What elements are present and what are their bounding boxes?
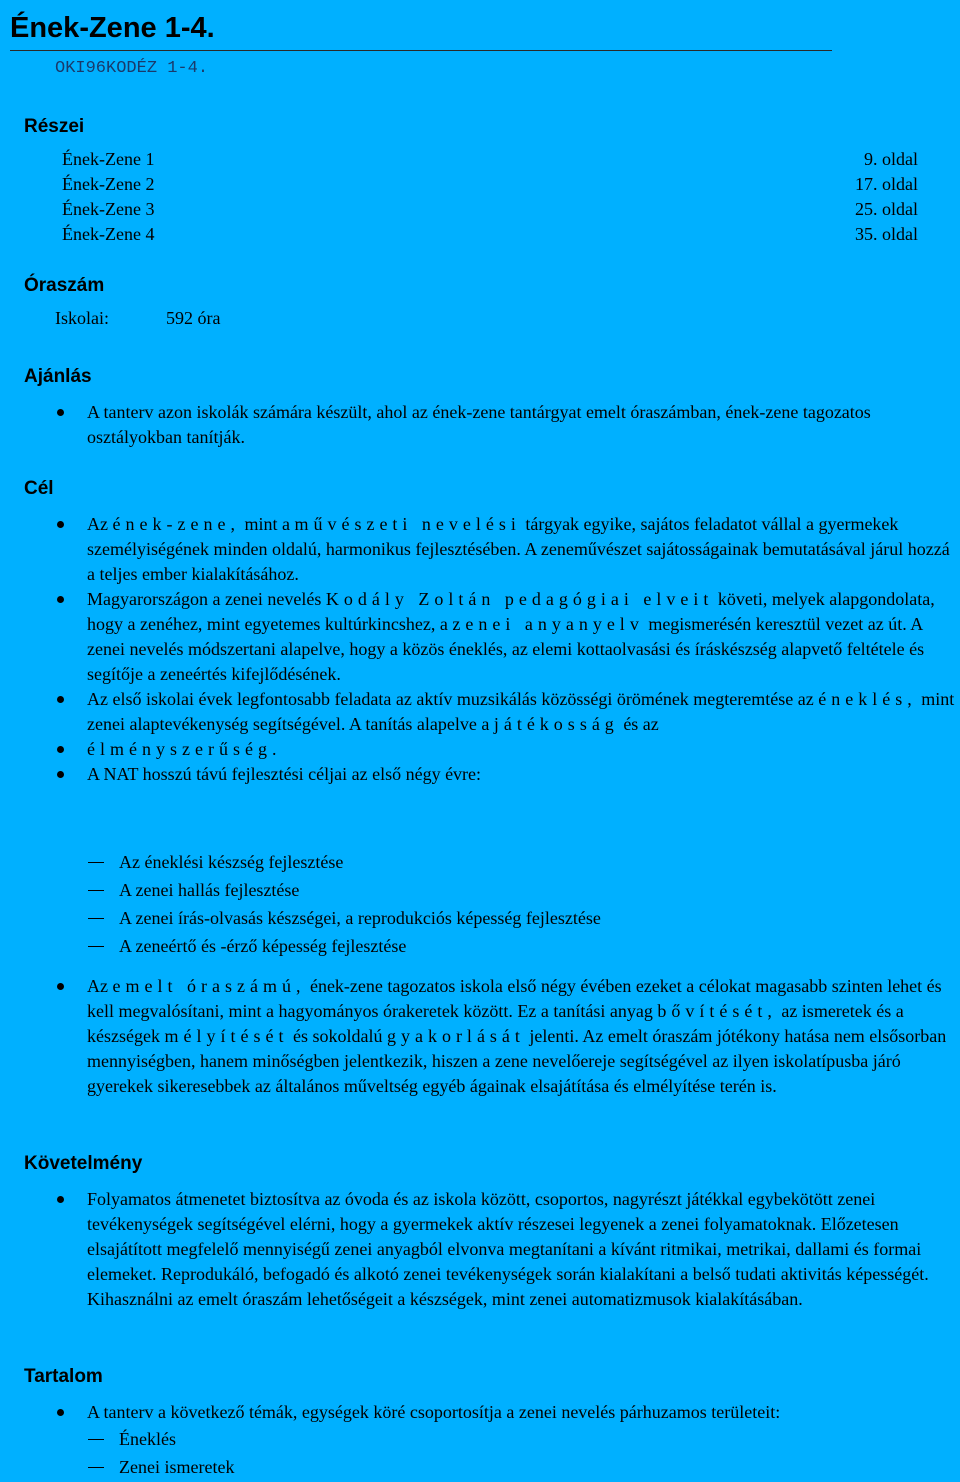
content-list (87, 1400, 957, 1425)
dash-item: A zenei hallás fejlesztése (119, 876, 601, 904)
title-underline (10, 50, 832, 51)
heading-requirement: Követelmény (24, 1153, 143, 1174)
text-run: Magyarországon a zenei nevelés (87, 589, 326, 609)
parts-list (62, 147, 918, 247)
text-run: és sokoldalú (288, 1026, 387, 1046)
part-page: 25. oldal (855, 199, 918, 219)
dash-item: Az éneklési készség fejlesztése (119, 848, 601, 876)
text-run: tárgyak egyike, sajátos feladatot vállal a gyermekek személyiségének minden oldalú, harmonikus fejlesztésében. A zeneművészet sajátosságainak bemutatásával járul hozzá a teljes ember kialakításához. (87, 514, 950, 584)
spaced-text: Kodály Zoltán pedagógiai elveit (325, 589, 714, 609)
spaced-text: élményszerűség. (87, 739, 282, 759)
hours-label: Iskolai: (55, 308, 109, 328)
text-run: mint zenei alaptevékenység segítségével. A tanítás alapelve a (87, 689, 955, 734)
spaced-text: mélyítését (164, 1026, 289, 1046)
text-run: Az (87, 976, 113, 996)
heading-goal: Cél (24, 478, 54, 499)
text-run: követi, melyek alapgondolata, hogy a zenéhez, mint egyetemes kultúrkincshez, a (87, 589, 935, 634)
dash-item: A zenei írás-olvasás készségei, a reprodukciós képesség fejlesztése (119, 904, 601, 932)
spaced-text: emelt óraszámú, (112, 976, 306, 996)
spaced-text: bővítését, (657, 1001, 777, 1021)
hours-value: 592 óra (166, 308, 221, 328)
list-item (87, 512, 957, 587)
spaced-text: művészeti nevelési (294, 514, 521, 534)
part-name: Ének-Zene 1 (62, 149, 155, 169)
list-item: A NAT hosszú távú fejlesztési céljai az első négy évre: (87, 762, 957, 787)
part-page: 35. oldal (855, 224, 918, 244)
goal-list (87, 512, 957, 787)
text-run: és az (618, 714, 659, 734)
part-name: Ének-Zene 3 (62, 199, 155, 219)
dash-item: Éneklés (119, 1425, 234, 1453)
text-run: jelenti. Az emelt óraszám jótékony hatása nem elsősorban mennyiségben, hanem minőségben jelentkezik, hiszen a zene nevelőereje segítségével az ilyen iskolatípusba járó gyerekek sikeresebbek az általános műveltség egyéb ágainak elsajátítása és elmélyítése terén is. (87, 1026, 947, 1096)
list-item: Folyamatos átmenetet biztosítva az óvoda és az iskola között, csoportos, nagyrészt játékkal egybekötött zenei tevékenységek segítségével elérni, hogy a gyermekek aktív részesei legyenek a zenei folyamatoknak. Előzetesen elsajátított megfelelő mennyiségű zenei anyagból elvonva megtanítani a kívánt ritmikai, metrikai, dallami és formai elemeket. Reprodukáló, befogadó és alkotó zenei tevékenységek során kialakítani a belső tudati aktivitás képességét. Kihasználni az emelt óraszám lehetőségeit a készségek, mint zenei automatizmusok kialakításában. (87, 1187, 953, 1312)
part-page: 9. oldal (864, 149, 918, 169)
text-run: Az első iskolai évek legfontosabb feladata az aktív muzsikálás közösségi örömének megteremtése az (87, 689, 819, 709)
part-name: Ének-Zene 2 (62, 174, 155, 194)
document-code: OKI96KODÉZ 1-4. (55, 59, 209, 78)
heading-recommend: Ajánlás (24, 366, 92, 387)
hours-row (55, 306, 220, 331)
part-row (62, 197, 918, 222)
content-dash-list (119, 1425, 234, 1481)
spaced-text: gyakorlását (386, 1026, 525, 1046)
goal-dash-list (119, 848, 601, 960)
list-item (87, 587, 957, 687)
part-page: 17. oldal (855, 174, 918, 194)
list-item (87, 974, 953, 1099)
part-row (62, 172, 918, 197)
heading-parts: Részei (24, 116, 85, 137)
list-item (87, 687, 957, 737)
document-title: Ének-Zene 1-4. (10, 12, 215, 44)
text-run: az ismeretek és a készségek (87, 1001, 904, 1046)
spaced-text: ének-zene, (112, 514, 240, 534)
heading-hours: Óraszám (24, 275, 105, 296)
text-run: Az (87, 514, 113, 534)
dash-item: A zeneértő és -érző képesség fejlesztése (119, 932, 601, 960)
list-item: A tanterv azon iskolák számára készült, ahol az ének-zene tantárgyat emelt óraszámban, ének-zene tagozatos osztályokban tanítják. (87, 400, 927, 450)
heading-content: Tartalom (24, 1366, 103, 1387)
list-item (87, 737, 957, 762)
text-run: megismerésén keresztül vezet az út. A zenei nevelés módszertani alapelve, hogy a közös éneklés, az elemi kottaolvasási és íráskészség alapvető feltétele és segítője a zeneértés kifejlődésének. (87, 614, 925, 684)
text-run: mint a (239, 514, 295, 534)
spaced-text: éneklés, (818, 689, 917, 709)
list-item: A tanterv a következő témák, egységek köré csoportosítja a zenei nevelés párhuzamos területeit: (87, 1400, 957, 1425)
recommend-list (87, 400, 927, 450)
goal-list-2 (87, 974, 953, 1099)
part-name: Ének-Zene 4 (62, 224, 155, 244)
spaced-text: játékosság (493, 714, 619, 734)
text-run: ének-zene tagozatos iskola első négy évében ezeket a célokat magasabb szinten lehet és kell megvalósítani, mint a hagyományos órakeretek között. Ez a tanítási anyag (87, 976, 942, 1021)
requirement-list (87, 1187, 953, 1312)
spaced-text: zenei anyanyelv (452, 614, 644, 634)
part-row (62, 147, 918, 172)
dash-item: Zenei ismeretek (119, 1453, 234, 1481)
part-row (62, 222, 918, 247)
